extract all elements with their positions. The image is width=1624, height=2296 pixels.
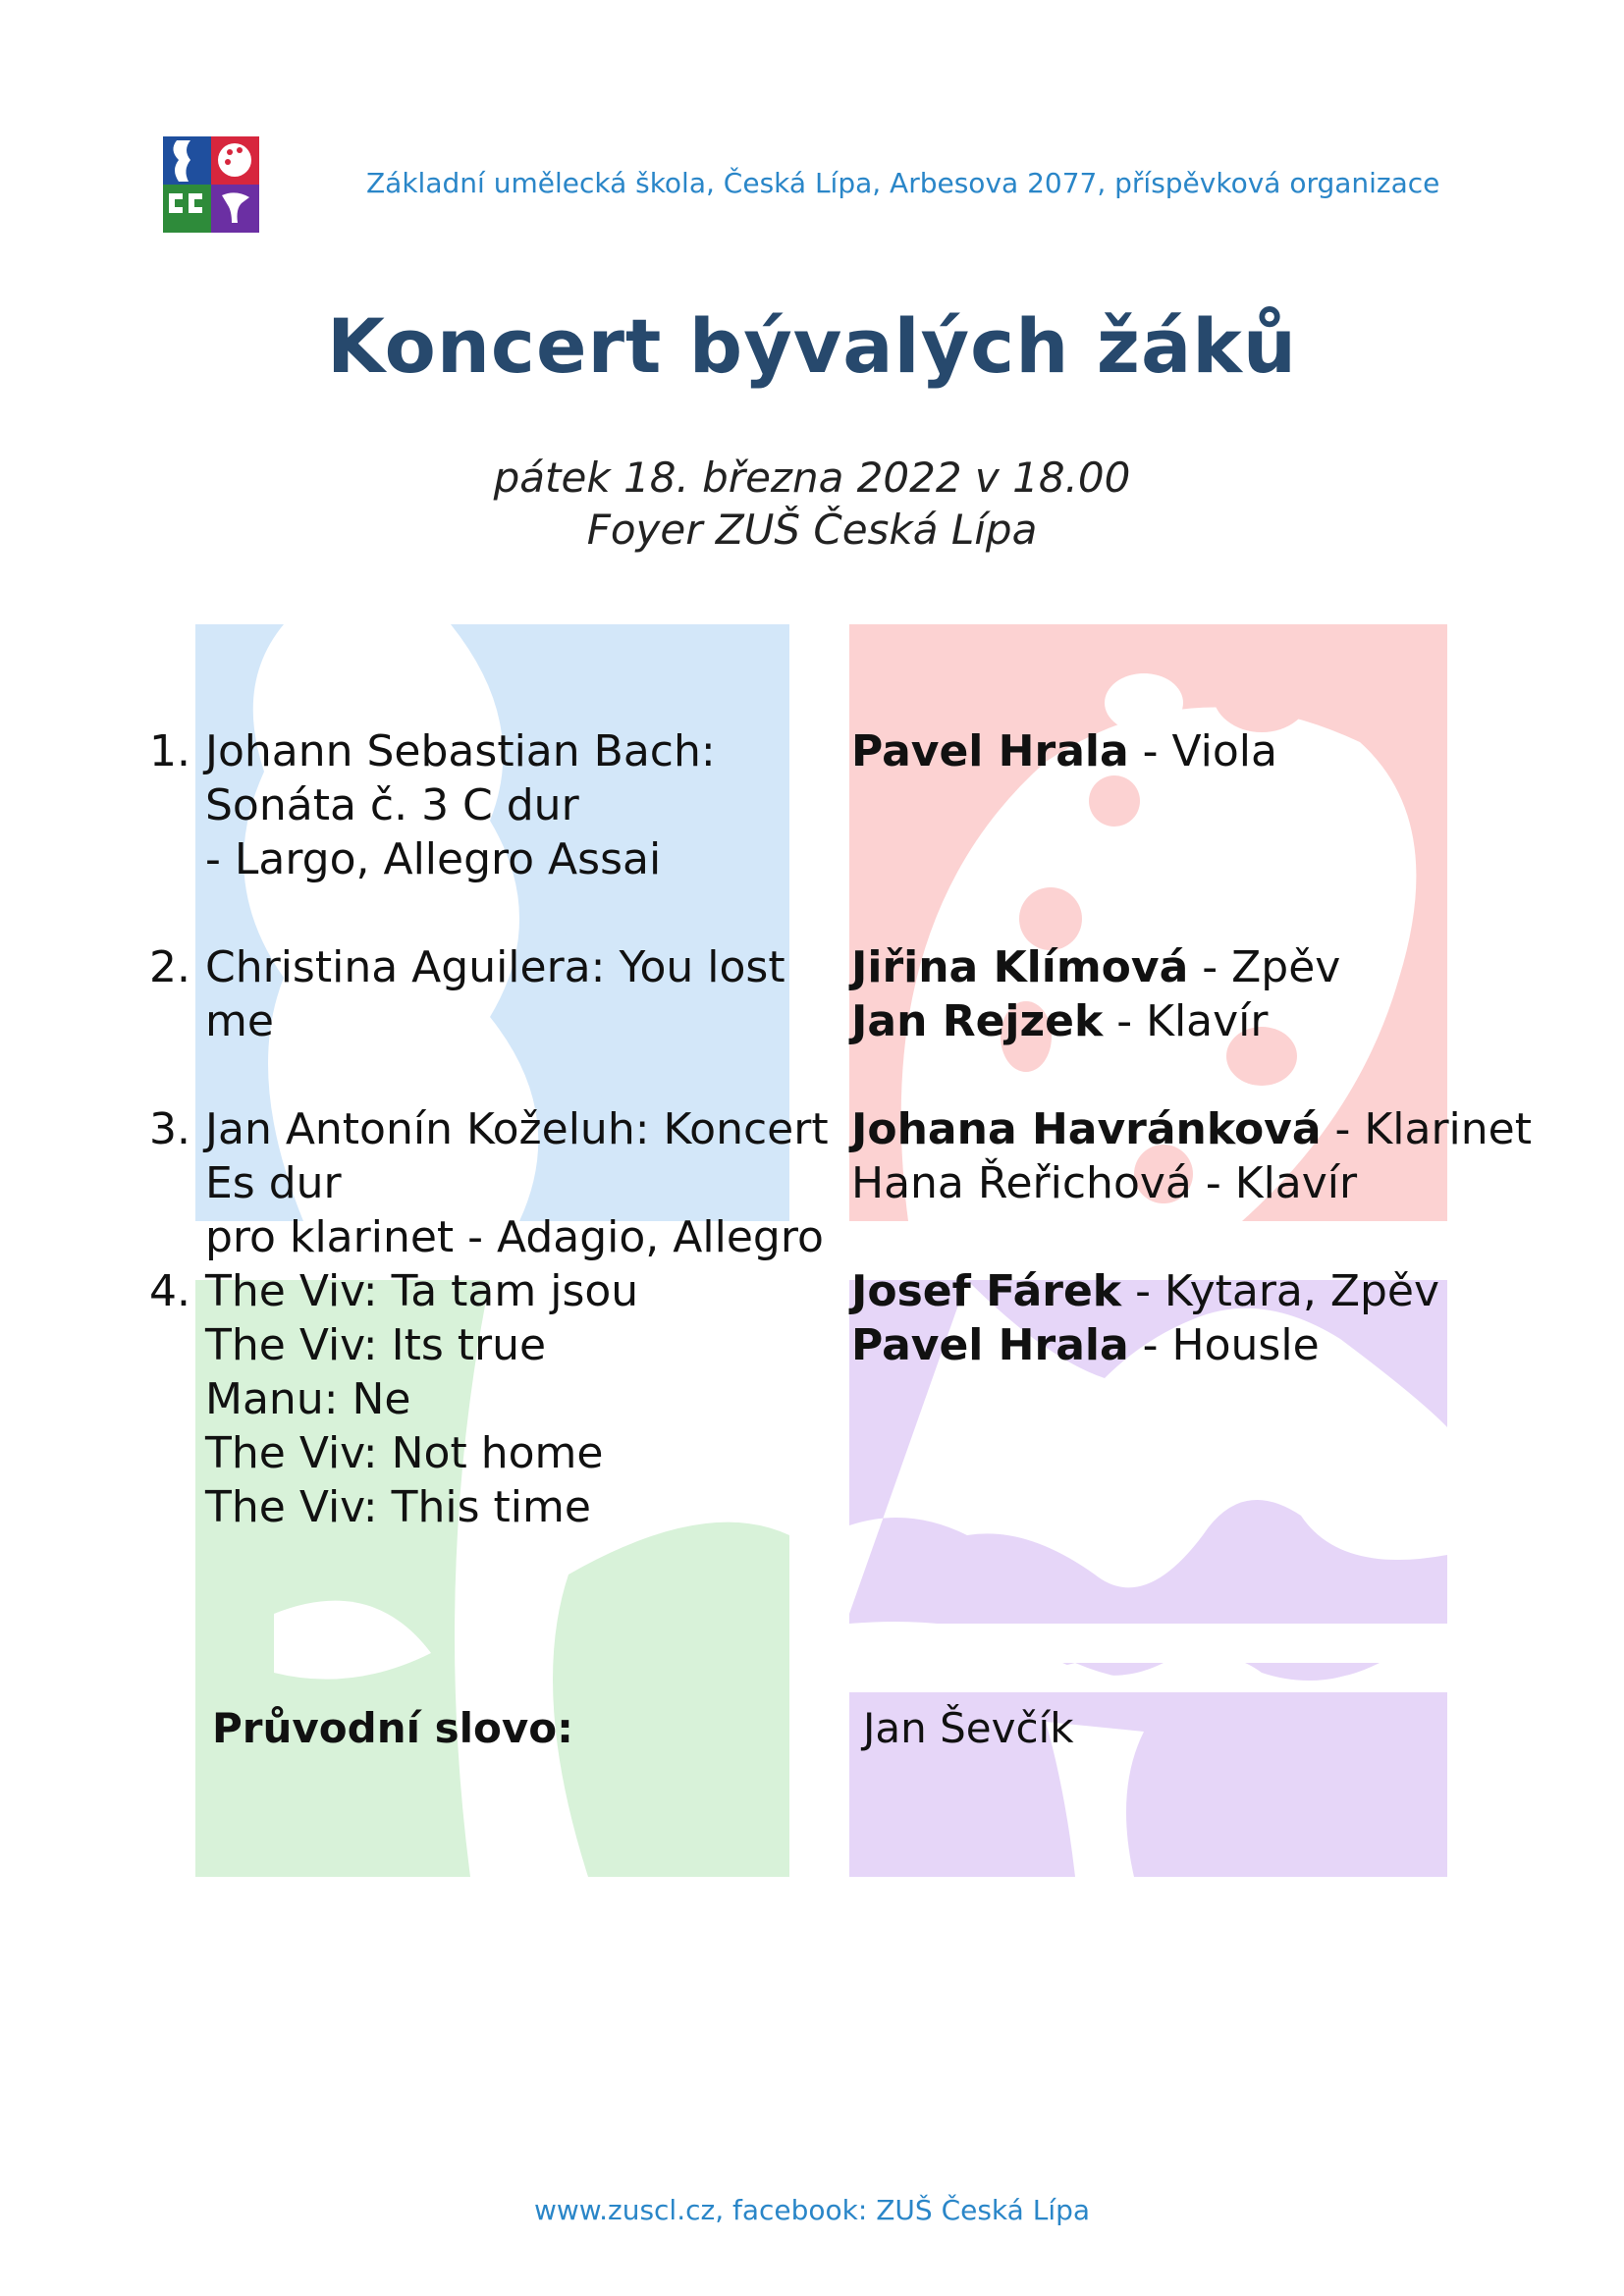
intro-name: Jan Ševčík (863, 1704, 1074, 1752)
program-line: Jan Antonín Koželuh: Koncert (205, 1104, 829, 1154)
performers-4 (851, 1264, 1439, 1372)
program-line: Johann Sebastian Bach: (205, 726, 716, 776)
performer-role: - Zpěv (1188, 942, 1341, 992)
program-line: The Viv: Not home (205, 1428, 604, 1478)
program-item-number: 4. (149, 1266, 190, 1316)
program-line: pro klarinet - Adagio, Allegro (205, 1212, 824, 1262)
program-line: The Viv: This time (205, 1482, 591, 1532)
school-logo (163, 136, 259, 233)
footer-links[interactable]: www.zuscl.cz, facebook: ZUŠ Česká Lípa (533, 2194, 1091, 2226)
program-line: Es dur (205, 1158, 342, 1208)
program-line: The Viv: Ta tam jsou (205, 1266, 639, 1316)
performer-name: Pavel Hrala (851, 726, 1129, 776)
performer-role: - Klarinet (1321, 1104, 1532, 1154)
performers-3 (851, 1102, 1532, 1210)
performers-2 (851, 940, 1340, 1048)
performer-name: Jiřina Klímová (851, 942, 1189, 992)
program-line: me (205, 996, 274, 1046)
program-line: Manu: Ne (205, 1374, 411, 1424)
performer-role: - Housle (1128, 1320, 1320, 1370)
performers-1 (851, 724, 1277, 778)
event-venue: Foyer ZUŠ Česká Lípa (586, 506, 1038, 554)
program-line: The Viv: Its true (205, 1320, 547, 1370)
program-line: Sonáta č. 3 C dur (205, 780, 579, 830)
program-item-number: 3. (149, 1104, 190, 1154)
program-item-number: 2. (149, 942, 190, 992)
organization-name: Základní umělecká škola, Česká Lípa, Arbesova 2077, příspěvková organizace (366, 167, 1440, 199)
performer-role: Hana Řeřichová - Klavír (851, 1158, 1358, 1208)
event-date: pátek 18. března 2022 v 18.00 (493, 454, 1131, 502)
performer-name: Pavel Hrala (851, 1320, 1129, 1370)
program-item-number: 1. (149, 726, 190, 776)
performer-role: - Viola (1128, 726, 1277, 776)
performer-name: Josef Fárek (851, 1266, 1122, 1316)
performer-role: - Klavír (1103, 996, 1269, 1046)
performer-name: Johana Havránková (851, 1104, 1322, 1154)
performer-name: Jan Rejzek (851, 996, 1104, 1046)
performer-role: - Kytara, Zpěv (1121, 1266, 1440, 1316)
intro-label: Průvodní slovo: (212, 1704, 573, 1752)
program-line: - Largo, Allegro Assai (205, 834, 662, 884)
page-title: Koncert bývalých žáků (327, 302, 1297, 390)
program-line: Christina Aguilera: You lost (205, 942, 785, 992)
